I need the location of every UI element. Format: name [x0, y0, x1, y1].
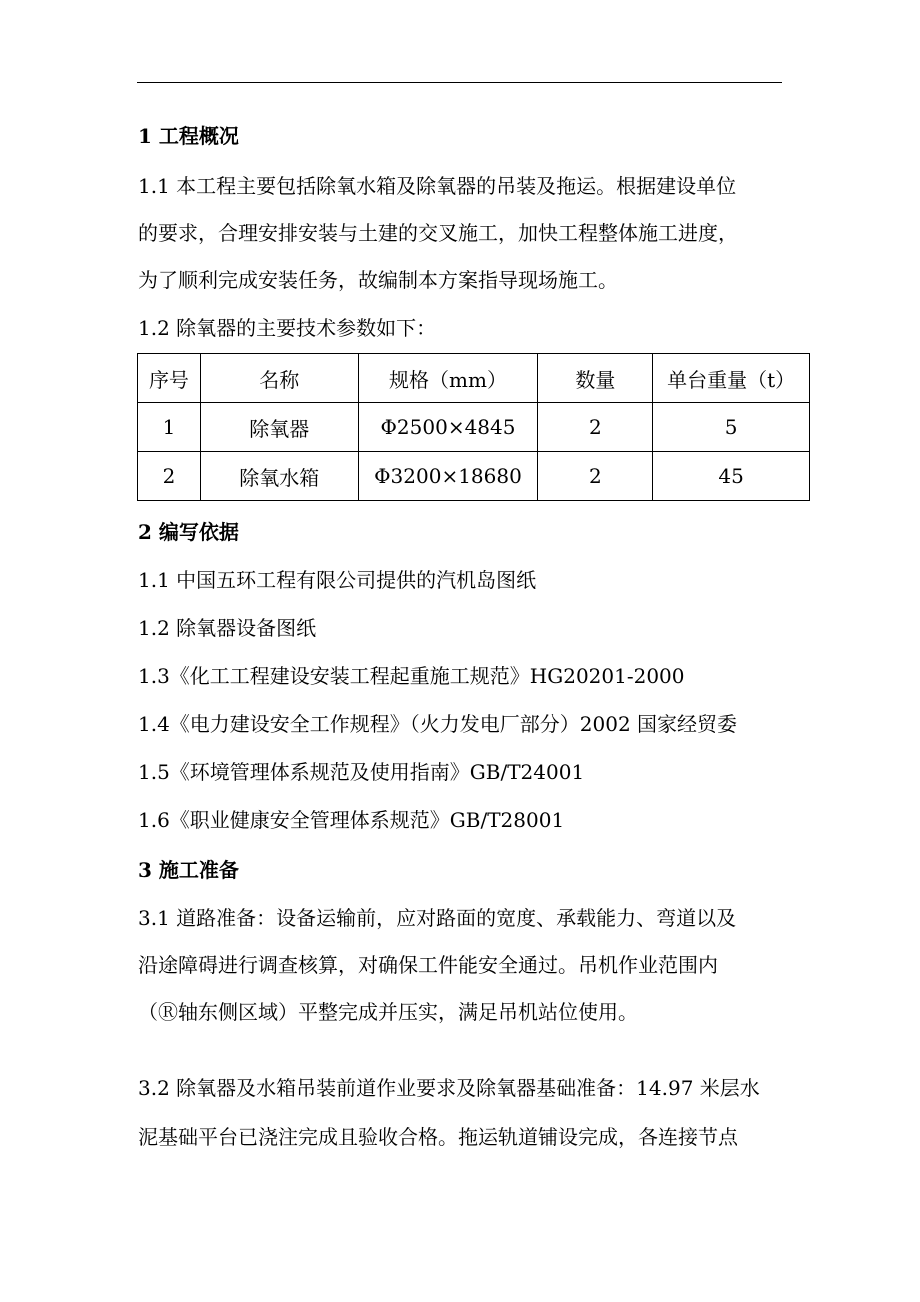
- paragraph-3-1-line-1: 3.1 道路准备：设备运输前，应对路面的宽度、承载能力、弯道以及: [138, 906, 737, 930]
- table-cell: Φ2500×4845: [358, 403, 538, 452]
- parameters-table: [137, 353, 810, 501]
- basis-item: 1.1 中国五环工程有限公司提供的汽机岛图纸: [138, 568, 537, 592]
- basis-item: 1.2 除氧器设备图纸: [138, 616, 317, 640]
- table-cell: Φ3200×18680: [358, 452, 538, 501]
- table-cell: 2: [538, 452, 653, 501]
- section-2-heading: 2 编写依据: [138, 520, 239, 544]
- header-cell: 规格（mm）: [358, 354, 538, 403]
- header-rule: [137, 82, 782, 83]
- paragraph-3-2-line-2: 泥基础平台已浇注完成且验收合格。拖运轨道铺设完成，各连接节点: [138, 1125, 738, 1149]
- section-1-heading: 1 工程概况: [138, 124, 239, 148]
- basis-item: 1.4《电力建设安全工作规程》（火力发电厂部分）2002 国家经贸委: [138, 712, 738, 736]
- table-row: [138, 403, 810, 452]
- table-cell: 2: [538, 403, 653, 452]
- header-cell: 单台重量（t）: [653, 354, 810, 403]
- table-row: [138, 452, 810, 501]
- paragraph-3-2-line-1: 3.2 除氧器及水箱吊装前道作业要求及除氧器基础准备：14.97 米层水: [138, 1076, 760, 1100]
- paragraph-3-1-line-3: （Ⓡ轴东侧区域）平整完成并压实，满足吊机站位使用。: [138, 1000, 638, 1024]
- header-cell: 名称: [200, 354, 358, 403]
- section-3-heading: 3 施工准备: [138, 858, 239, 882]
- paragraph-1-1-line-3: 为了顺利完成安装任务，故编制本方案指导现场施工。: [138, 268, 618, 292]
- table-cell: 1: [138, 403, 201, 452]
- header-cell: 数量: [538, 354, 653, 403]
- table-cell: 除氧器: [200, 403, 358, 452]
- table-cell: 5: [653, 403, 810, 452]
- paragraph-3-1-line-2: 沿途障碍进行调查核算，对确保工件能安全通过。吊机作业范围内: [138, 953, 718, 977]
- table-cell: 除氧水箱: [200, 452, 358, 501]
- basis-item: 1.5《环境管理体系规范及使用指南》GB/T24001: [138, 760, 585, 784]
- header-cell: 序号: [138, 354, 201, 403]
- table-cell: 45: [653, 452, 810, 501]
- paragraph-1-1-line-1: 1.1 本工程主要包括除氧水箱及除氧器的吊装及拖运。根据建设单位: [138, 174, 737, 198]
- table-header-row: [138, 354, 810, 403]
- basis-item: 1.6《职业健康安全管理体系规范》GB/T28001: [138, 808, 565, 832]
- table-cell: 2: [138, 452, 201, 501]
- paragraph-1-2: 1.2 除氧器的主要技术参数如下：: [138, 316, 437, 340]
- paragraph-1-1-line-2: 的要求，合理安排安装与土建的交叉施工，加快工程整体施工进度，: [138, 221, 738, 245]
- basis-item: 1.3《化工工程建设安装工程起重施工规范》HG20201-2000: [138, 664, 685, 688]
